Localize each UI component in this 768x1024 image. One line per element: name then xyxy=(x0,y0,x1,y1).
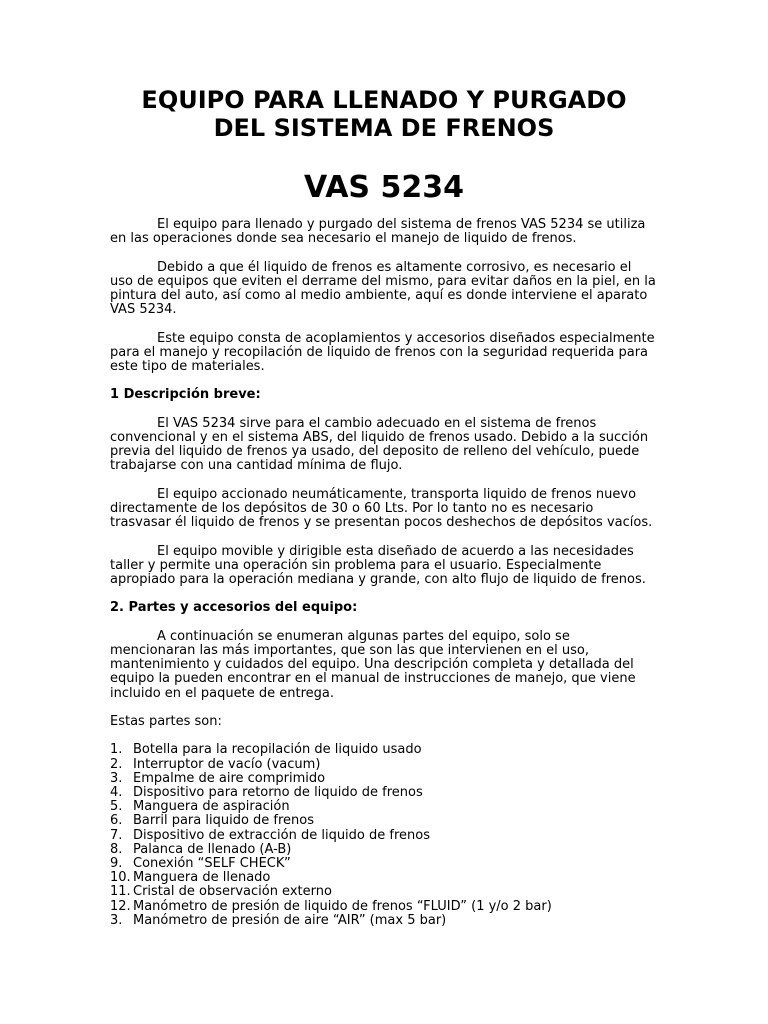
title-line-2: DEL SISTEMA DE FRENOS xyxy=(213,114,555,142)
list-item-number: 5. xyxy=(110,799,123,815)
list-item-text: Botella para la recopilación de liquido usado xyxy=(133,742,422,758)
document-subtitle: VAS 5234 xyxy=(304,170,464,205)
section-2-paragraph: A continuación se enumeran algunas partes del equipo, solo se mencionaran las más importantes, que son las que intervienen en el uso, mantenimiento y cuidados del equipo. Una descripción completa y detallada del equipo la pueden encontrar en el manual de instrucciones de manejo, que viene incluido en el paquete de entrega. xyxy=(110,628,636,701)
section-1-heading: 1 Descripción breve: xyxy=(110,387,261,403)
list-item xyxy=(110,914,658,928)
list-item-number: 12. xyxy=(110,898,131,914)
list-item xyxy=(110,900,658,914)
list-item xyxy=(110,743,658,757)
list-item-text: Cristal de observación externo xyxy=(133,884,332,900)
list-item-number: 3. xyxy=(110,912,123,928)
list-item xyxy=(110,843,658,857)
section-2-heading: 2. Partes y accesorios del equipo: xyxy=(110,600,358,616)
list-item-text: Empalme de aire comprimido xyxy=(133,770,326,786)
list-item-number: 6. xyxy=(110,813,123,829)
list-item xyxy=(110,857,658,871)
intro-paragraph-2: Debido a que él liquido de frenos es altamente corrosivo, es necesario el uso de equipos que eviten el derrame del mismo, para evitar daños en la piel, en la pintura del auto, así como al medio ambiente, aquí es donde interviene el aparato VAS 5234. xyxy=(110,259,656,318)
list-item-text: Manguera de llenado xyxy=(133,870,271,886)
parts-list xyxy=(110,743,658,928)
list-item-number: 7. xyxy=(110,827,123,843)
list-item-number: 1. xyxy=(110,742,123,758)
list-item-number: 8. xyxy=(110,841,123,857)
document-title xyxy=(0,86,768,142)
list-item xyxy=(110,885,658,899)
list-item-text: Manómetro de presión de aire “AIR” (max 5 bar) xyxy=(133,912,447,928)
list-item-text: Palanca de llenado (A-B) xyxy=(133,841,292,857)
list-item-text: Conexión “SELF CHECK” xyxy=(133,855,291,871)
list-item-text: Barril para liquido de frenos xyxy=(133,813,315,829)
list-item-text: Manguera de aspiración xyxy=(133,799,290,815)
list-item-number: 10. xyxy=(110,870,131,886)
list-item-text: Dispositivo de extracción de liquido de frenos xyxy=(133,827,430,843)
list-item-text: Dispositivo para retorno de liquido de frenos xyxy=(133,784,423,800)
section-1-paragraph-1: El VAS 5234 sirve para el cambio adecuado en el sistema de frenos convencional y en el sistema ABS, del liquido de frenos usado. Debido a la succión previa del liquido de frenos ya usado, del deposito de relleno del vehículo, puede trabajarse con una cantidad mínima de flujo. xyxy=(110,415,649,474)
list-item xyxy=(110,814,658,828)
list-item-number: 11. xyxy=(110,884,131,900)
section-1-paragraph-2: El equipo accionado neumáticamente, transporta liquido de frenos nuevo directamente de los depósitos de 30 o 60 Lts. Por lo tanto no es necesario trasvasar él liquido de frenos y se presentan pocos deshechos de depósitos vacíos. xyxy=(110,486,653,531)
list-item-text: Manómetro de presión de liquido de frenos “FLUID” (1 y/o 2 bar) xyxy=(133,898,552,914)
list-item-number: 9. xyxy=(110,855,123,871)
list-intro: Estas partes son: xyxy=(110,713,222,729)
list-item-number: 3. xyxy=(110,770,123,786)
list-item xyxy=(110,786,658,800)
list-item-text: Interruptor de vacío (vacum) xyxy=(133,756,321,772)
section-1-paragraph-3: El equipo movible y dirigible esta diseñado de acuerdo a las necesidades taller y permite una operación sin problema para el usuario. Especialmente apropiado para la operación mediana y grande, con alto flujo de liquido de frenos. xyxy=(110,543,646,587)
intro-paragraph-3: Este equipo consta de acoplamientos y accesorios diseñados especialmente para el manejo y recopilación de liquido de frenos con la seguridad requerida para este tipo de materiales. xyxy=(110,330,655,374)
list-item xyxy=(110,800,658,814)
list-item xyxy=(110,829,658,843)
document-body xyxy=(110,218,658,928)
list-item-number: 2. xyxy=(110,756,123,772)
intro-paragraph-1: El equipo para llenado y purgado del sistema de frenos VAS 5234 se utiliza en las operaciones donde sea necesario el manejo de liquido de frenos. xyxy=(110,217,646,247)
list-item xyxy=(110,758,658,772)
title-line-1: EQUIPO PARA LLENADO Y PURGADO xyxy=(141,86,627,114)
list-item xyxy=(110,871,658,885)
list-item xyxy=(110,772,658,786)
list-item-number: 4. xyxy=(110,784,123,800)
